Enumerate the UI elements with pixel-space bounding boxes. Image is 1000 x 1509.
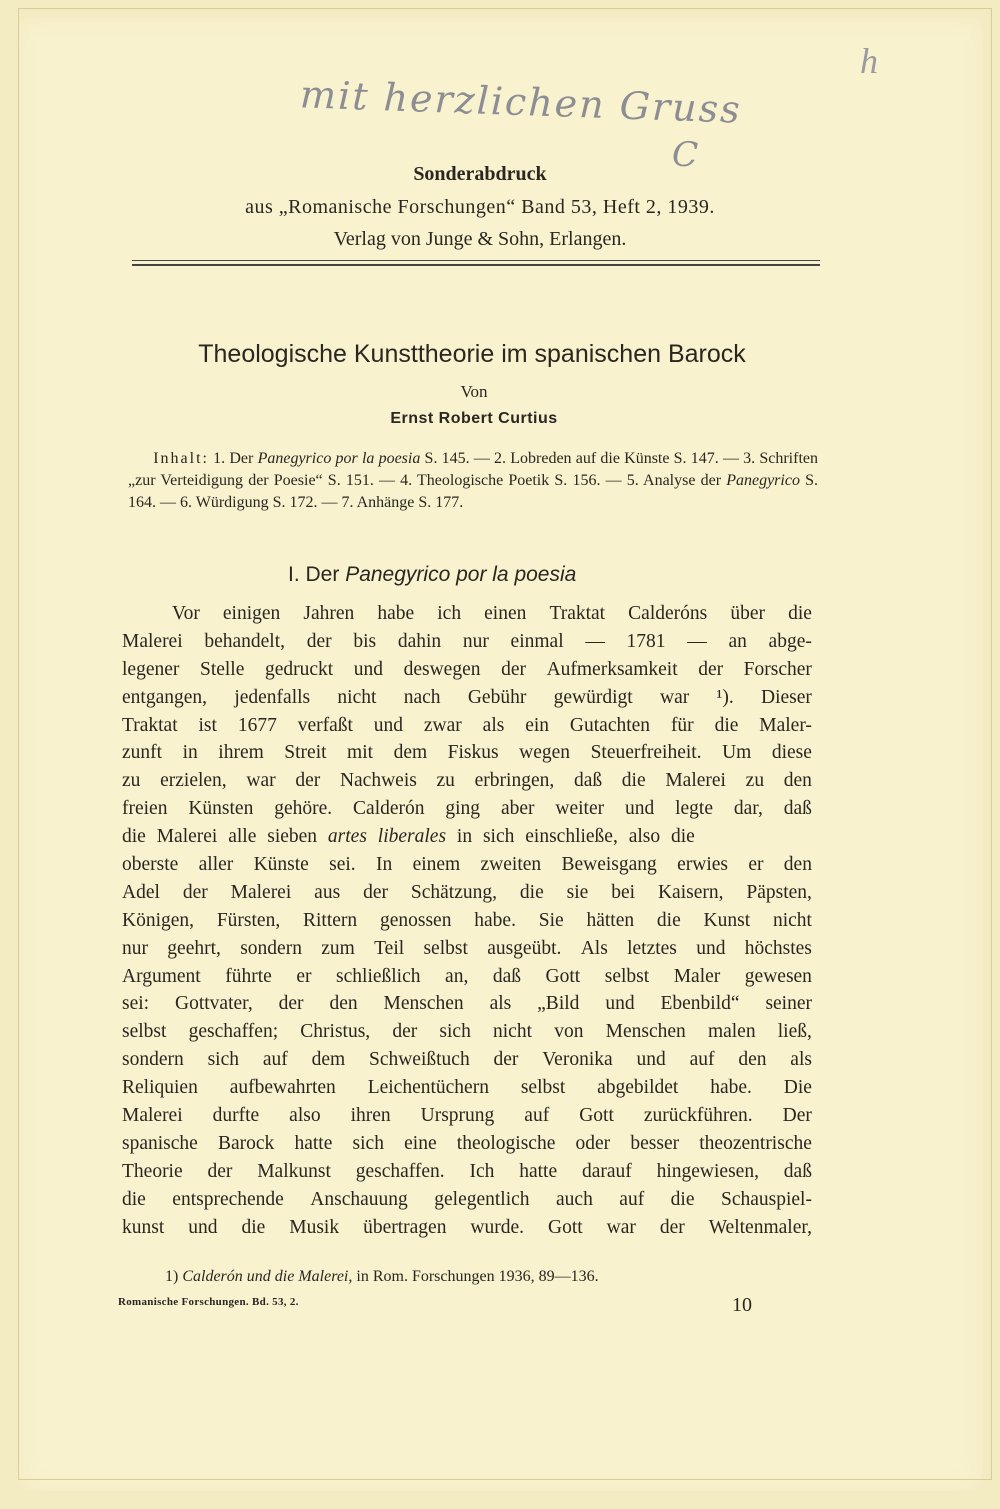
body-line xyxy=(122,684,812,712)
word: besser xyxy=(630,1132,680,1154)
word: daß xyxy=(492,965,522,987)
word: aller xyxy=(198,854,234,876)
word: habe. xyxy=(710,1077,752,1099)
word: nach xyxy=(403,686,441,708)
word: an xyxy=(728,630,747,652)
section-title: Panegyrico por la poesia xyxy=(345,563,577,586)
word: sie xyxy=(566,881,589,903)
word: daß xyxy=(783,1160,812,1182)
word: Künste xyxy=(253,854,309,876)
divider xyxy=(132,260,820,261)
word: Dieser xyxy=(761,686,812,708)
word: Menschen xyxy=(605,1021,686,1043)
body-line xyxy=(122,1018,812,1046)
divider xyxy=(132,264,820,266)
word: Weltenmaler, xyxy=(708,1216,812,1238)
word: die xyxy=(241,1216,266,1238)
word: den xyxy=(329,993,358,1015)
contents-text: 1. Der xyxy=(208,450,258,467)
word: der xyxy=(278,993,304,1015)
word: Veronika xyxy=(542,1049,613,1071)
word: habe xyxy=(377,603,415,624)
word: wegen xyxy=(519,742,571,764)
body-line xyxy=(122,712,812,740)
word: selbst xyxy=(604,965,650,987)
word: ging xyxy=(445,798,481,820)
word: Als xyxy=(580,937,608,959)
body-line xyxy=(122,1158,812,1186)
word: hatte xyxy=(519,1160,558,1182)
body-line xyxy=(122,963,812,991)
word: von xyxy=(554,1021,584,1043)
word: aber xyxy=(500,798,535,820)
word: eine xyxy=(404,1132,437,1154)
word: und xyxy=(696,937,726,959)
word: ein xyxy=(525,714,550,736)
word: der xyxy=(493,1049,519,1071)
word: zunft xyxy=(122,742,163,764)
body-line xyxy=(122,1102,812,1130)
word: Anschauung xyxy=(310,1188,408,1210)
section-number: I. Der xyxy=(288,563,346,586)
word: dahin xyxy=(397,630,442,652)
handwritten-initial: C xyxy=(671,134,701,176)
word: jedenfalls xyxy=(234,686,311,708)
article-title: Theologische Kunsttheorie im spanischen Barock xyxy=(198,340,746,368)
word: Vor xyxy=(172,603,200,624)
word: der xyxy=(698,658,724,680)
word: sei: xyxy=(122,993,150,1015)
word: die xyxy=(788,603,812,624)
body-line xyxy=(122,1186,812,1214)
word: oberste xyxy=(122,854,179,876)
word: verfaßt xyxy=(297,714,353,736)
word: Forscher xyxy=(743,658,812,680)
word: „Bild xyxy=(537,993,580,1015)
word: behandelt, xyxy=(204,630,286,652)
word: Teil xyxy=(374,937,405,959)
word: Argument xyxy=(122,965,201,987)
word: abge- xyxy=(768,630,812,652)
word: genossen xyxy=(379,909,452,931)
section-heading xyxy=(288,563,576,587)
word: Barock xyxy=(217,1132,275,1154)
word: zurückführen. xyxy=(643,1105,753,1127)
footnote xyxy=(165,1268,599,1286)
contents-italic: Panegyrico por la poesia xyxy=(257,450,421,467)
word: Sie xyxy=(538,909,564,931)
word: Maler- xyxy=(759,714,812,736)
body-line xyxy=(122,1046,812,1074)
word: zu xyxy=(745,770,765,792)
word: auf xyxy=(524,1105,550,1127)
contents-italic: Panegyrico xyxy=(726,472,800,489)
word: der xyxy=(501,658,526,680)
body-line xyxy=(122,628,812,656)
word: Schauspiel- xyxy=(720,1188,812,1210)
source-line: aus „Romanische Forschungen“ Band 53, Heft 2, 1939. xyxy=(245,196,715,218)
word: ausgeübt. xyxy=(487,937,562,959)
word: nicht xyxy=(493,1021,533,1043)
word: abgebildet xyxy=(597,1077,679,1099)
word: selbst xyxy=(423,937,468,959)
word: war xyxy=(246,770,276,792)
word: auch xyxy=(556,1188,593,1210)
word: einmal xyxy=(510,630,564,652)
word: war xyxy=(606,1216,636,1238)
word: Menschen xyxy=(383,993,464,1015)
word: einigen xyxy=(222,603,281,624)
body-line xyxy=(122,739,812,767)
word: mit xyxy=(347,742,374,764)
word: war xyxy=(659,686,690,708)
word: Maler xyxy=(673,965,721,987)
body-line xyxy=(122,851,812,879)
word: seiner xyxy=(765,993,812,1015)
word: selbst xyxy=(122,1021,167,1043)
word: erbringen, xyxy=(474,770,555,792)
word: Fürsten, xyxy=(216,909,281,931)
word: für xyxy=(670,714,694,736)
word: Rittern xyxy=(303,909,358,931)
body-line xyxy=(122,990,812,1018)
body-line xyxy=(122,907,812,935)
word: gedruckt xyxy=(264,658,334,680)
word: nur xyxy=(462,630,489,652)
word: selbst xyxy=(520,1077,566,1099)
word: übertragen xyxy=(363,1216,447,1238)
footnote-title: Calderón und die Malerei, xyxy=(182,1268,353,1285)
word: dem xyxy=(311,1049,346,1071)
word: Gott xyxy=(579,1105,614,1127)
word: daß xyxy=(573,770,603,792)
body-line xyxy=(122,1074,812,1102)
footnote-mark: 1) xyxy=(165,1268,183,1285)
word: die xyxy=(122,1188,146,1210)
word: Malerei xyxy=(665,770,726,792)
word: er xyxy=(296,965,312,987)
word: oder xyxy=(575,1132,611,1154)
contents-text: S. 164. — 6. Würdigung S. 172. — 7. Anhänge S. 177. xyxy=(128,472,819,511)
word: nur xyxy=(122,937,148,959)
word: malen xyxy=(707,1021,756,1043)
word: sondern xyxy=(240,937,302,959)
word: zweiten xyxy=(480,854,542,876)
word: sich xyxy=(352,1132,384,1154)
word: Gott xyxy=(548,1216,583,1238)
word: sondern xyxy=(122,1049,184,1071)
word: zum xyxy=(321,937,355,959)
word: zu xyxy=(436,770,455,792)
table-of-contents xyxy=(128,448,818,514)
body-line xyxy=(122,1214,812,1242)
body-line xyxy=(122,600,812,628)
word: Königen, xyxy=(122,909,195,931)
word: wurde. xyxy=(470,1216,525,1238)
word: Calderóns xyxy=(628,603,708,624)
word: die xyxy=(714,714,739,736)
word: in sich einschließe, also die xyxy=(446,826,695,848)
body-line xyxy=(122,823,812,851)
body-text xyxy=(122,600,812,1241)
word: diese xyxy=(771,742,812,764)
word: Gutachten xyxy=(569,714,651,736)
author-name: Ernst Robert Curtius xyxy=(390,410,558,427)
word: ¹). xyxy=(716,686,734,708)
word: der xyxy=(295,770,321,792)
word: — xyxy=(585,630,605,652)
word: auf xyxy=(689,1049,715,1071)
word: Adel xyxy=(122,881,160,903)
word: artes liberales xyxy=(327,826,447,848)
body-line xyxy=(122,767,812,795)
contents-label: Inhalt: xyxy=(153,450,209,467)
word: dar, xyxy=(733,798,763,820)
word: Traktat xyxy=(122,714,178,736)
word: bis xyxy=(353,630,377,652)
word: höchstes xyxy=(744,937,812,959)
signature-number: 10 xyxy=(732,1294,752,1316)
word: der xyxy=(392,1021,418,1043)
word: hatte xyxy=(294,1132,333,1154)
word: und xyxy=(353,658,384,680)
word: Malerei xyxy=(122,1105,183,1127)
word: als xyxy=(790,1049,812,1071)
word: Ich xyxy=(469,1160,495,1182)
word: der xyxy=(306,630,332,652)
word: Traktat xyxy=(549,603,606,624)
word: den xyxy=(738,1049,767,1071)
word: — xyxy=(687,630,707,652)
contents-text: S. 145. — 2. Lobreden auf die Künste S. 147. — 3. Schriften „zur Verteidigung der Poesie“ S. 151. — 4. Theologische Poetik S. 156. — 5. Analyse der xyxy=(128,450,819,489)
body-line xyxy=(122,1130,812,1158)
word: einen xyxy=(484,603,527,624)
word: ist xyxy=(198,714,217,736)
word: nicht xyxy=(772,909,812,931)
word: gewesen xyxy=(744,965,812,987)
word: Ursprung xyxy=(420,1105,495,1127)
word: Christus, xyxy=(300,1021,371,1043)
word: ließ, xyxy=(777,1021,812,1043)
word: dem xyxy=(393,742,428,764)
word: weiter xyxy=(555,798,605,820)
word: Reliquien xyxy=(122,1077,198,1099)
word: der xyxy=(363,881,388,903)
word: Ebenbild“ xyxy=(660,993,740,1015)
word: auf xyxy=(262,1049,288,1071)
word: Gottvater, xyxy=(175,993,253,1015)
word: als xyxy=(482,714,505,736)
word: die xyxy=(621,770,646,792)
body-line xyxy=(122,656,812,684)
word: kunst xyxy=(122,1216,165,1238)
word: Fiskus xyxy=(447,742,499,764)
word: Kaisern, xyxy=(657,881,724,903)
word: durfte xyxy=(212,1105,260,1127)
word: entsprechende xyxy=(172,1188,284,1210)
word: also xyxy=(289,1105,321,1127)
word: Streit xyxy=(284,742,327,764)
word: der xyxy=(182,881,208,903)
body-line xyxy=(122,795,812,823)
word: die xyxy=(519,881,544,903)
word: habe. xyxy=(474,909,516,931)
word: bei xyxy=(611,881,636,903)
word: hingewiesen, xyxy=(656,1160,759,1182)
running-footer: Romanische Forschungen. Bd. 53, 2. xyxy=(118,1296,299,1308)
word: Schätzung, xyxy=(410,881,497,903)
word: und xyxy=(605,993,635,1015)
word: er xyxy=(748,854,764,876)
word: und xyxy=(624,798,655,820)
word: aufbewahrten xyxy=(229,1077,336,1099)
word: sei. xyxy=(329,854,356,876)
word: Malerei xyxy=(230,881,292,903)
word: Leichentüchern xyxy=(367,1077,489,1099)
word: letztes xyxy=(627,937,677,959)
word: erzielen, xyxy=(160,770,227,792)
word: und xyxy=(373,714,404,736)
word: Theorie xyxy=(122,1160,183,1182)
word: Die xyxy=(783,1077,812,1099)
word: ihrem xyxy=(218,742,264,764)
word: der xyxy=(207,1160,233,1182)
word: Gebühr xyxy=(467,686,527,708)
word: Gott xyxy=(545,965,581,987)
word: als xyxy=(489,993,512,1015)
word: geschaffen; xyxy=(188,1021,279,1043)
word: freien xyxy=(122,798,168,820)
word: Calderón xyxy=(353,798,425,820)
word: 1781 xyxy=(626,630,666,652)
word: Beweisgang xyxy=(561,854,657,876)
word: den xyxy=(783,854,812,876)
word: die xyxy=(656,909,681,931)
word: an, xyxy=(445,965,469,987)
word: Musik xyxy=(289,1216,340,1238)
word: den xyxy=(783,770,812,792)
word: über xyxy=(730,603,765,624)
word: in xyxy=(182,742,198,764)
word: führte xyxy=(225,965,272,987)
publisher-line: Verlag von Junge & Sohn, Erlangen. xyxy=(333,228,627,250)
word: Päpsten, xyxy=(746,881,812,903)
word: zwar xyxy=(423,714,462,736)
word: aus xyxy=(314,881,341,903)
word: legener xyxy=(122,658,180,680)
word: sich xyxy=(439,1021,471,1043)
word: der xyxy=(659,1216,685,1238)
word: zu xyxy=(122,770,141,792)
word: Malkunst xyxy=(257,1160,331,1182)
word: nicht xyxy=(337,686,377,708)
word: einem xyxy=(412,854,461,876)
word: darauf xyxy=(581,1160,632,1182)
offprint-label: Sonderabdruck xyxy=(413,163,547,185)
word: 1677 xyxy=(237,714,277,736)
word: sich xyxy=(207,1049,239,1071)
word: Steuerfreiheit. xyxy=(590,742,702,764)
word: theologische xyxy=(456,1132,556,1154)
word: Um xyxy=(722,742,752,764)
byline-von: Von xyxy=(460,382,488,401)
handwritten-dedication: mit herzlichen Gruss xyxy=(299,72,743,132)
word: Schweißtuch xyxy=(368,1049,470,1071)
word: und xyxy=(636,1049,666,1071)
word: die xyxy=(670,1188,695,1210)
footnote-rest: in Rom. Forschungen 1936, 89—136. xyxy=(352,1268,599,1285)
word: gewürdigt xyxy=(553,686,633,708)
word: deswegen xyxy=(403,658,481,680)
word: und xyxy=(188,1216,218,1238)
word: In xyxy=(376,854,393,876)
word: Der xyxy=(782,1105,812,1127)
word: erwies xyxy=(677,854,729,876)
word: Stelle xyxy=(199,658,245,680)
word: theozentrische xyxy=(699,1132,812,1154)
word: hätten xyxy=(586,909,635,931)
word: Kunst xyxy=(703,909,751,931)
word: daß xyxy=(783,798,812,820)
word: Nachweis xyxy=(339,770,417,792)
word: gelegentlich xyxy=(434,1188,530,1210)
body-line xyxy=(122,935,812,963)
body-line xyxy=(122,879,812,907)
word: ihren xyxy=(350,1105,391,1127)
word: auf xyxy=(619,1188,645,1210)
word: geschaffen. xyxy=(355,1160,445,1182)
word: gehöre. xyxy=(274,798,333,820)
word: geehrt, xyxy=(167,937,221,959)
word: schließlich xyxy=(336,965,421,987)
word: Jahren xyxy=(303,603,355,624)
word: ich xyxy=(437,603,462,624)
word: spanische xyxy=(122,1132,198,1154)
handwritten-corner-mark: h xyxy=(860,41,878,81)
word: die Malerei alle sieben xyxy=(122,826,328,848)
word: Aufmerksamkeit xyxy=(546,658,678,680)
word: entgangen, xyxy=(122,686,208,708)
word: Malerei xyxy=(122,630,183,652)
word: legte xyxy=(675,798,714,820)
word: Künsten xyxy=(188,798,254,820)
